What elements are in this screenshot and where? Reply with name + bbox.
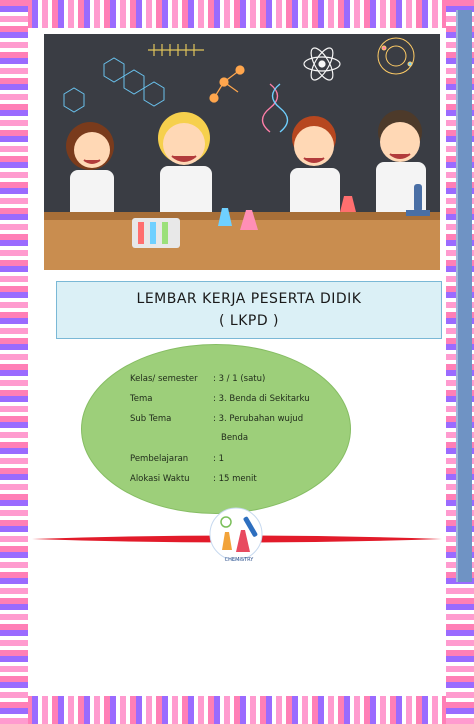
info-label-subtema: Sub Tema: [130, 414, 172, 424]
info-value-subtema: : 3. Perubahan wujud: [213, 414, 304, 424]
info-ellipse: [81, 344, 351, 514]
info-label-pembelajaran: Pembelajaran: [130, 454, 189, 464]
scientists-illustration: [44, 34, 440, 270]
page-border-bottom: [0, 696, 474, 724]
logo-caption: CHEMISTRY: [224, 557, 254, 563]
info-value-alokasi: : 15 menit: [213, 474, 257, 484]
info-value-subtema-cont: Benda: [221, 433, 249, 443]
side-accent-bar: [456, 10, 472, 582]
info-value-tema: : 3. Benda di Sekitarku: [213, 394, 310, 404]
document-subtitle: ( LKPD ): [218, 313, 280, 329]
title-box: [56, 281, 442, 339]
page-border-left: [0, 0, 28, 724]
info-value-kelas: : 3 / 1 (satu): [213, 374, 266, 384]
info-label-alokasi: Alokasi Waktu: [130, 474, 190, 484]
page-border-top: [0, 0, 474, 28]
document-title: LEMBAR KERJA PESERTA DIDIK: [136, 291, 362, 307]
lab-scene-icon: [44, 34, 440, 270]
info-label-kelas: Kelas/ semester: [130, 374, 198, 384]
info-label-tema: Tema: [130, 394, 153, 404]
info-value-pembelajaran: : 1: [213, 454, 224, 464]
